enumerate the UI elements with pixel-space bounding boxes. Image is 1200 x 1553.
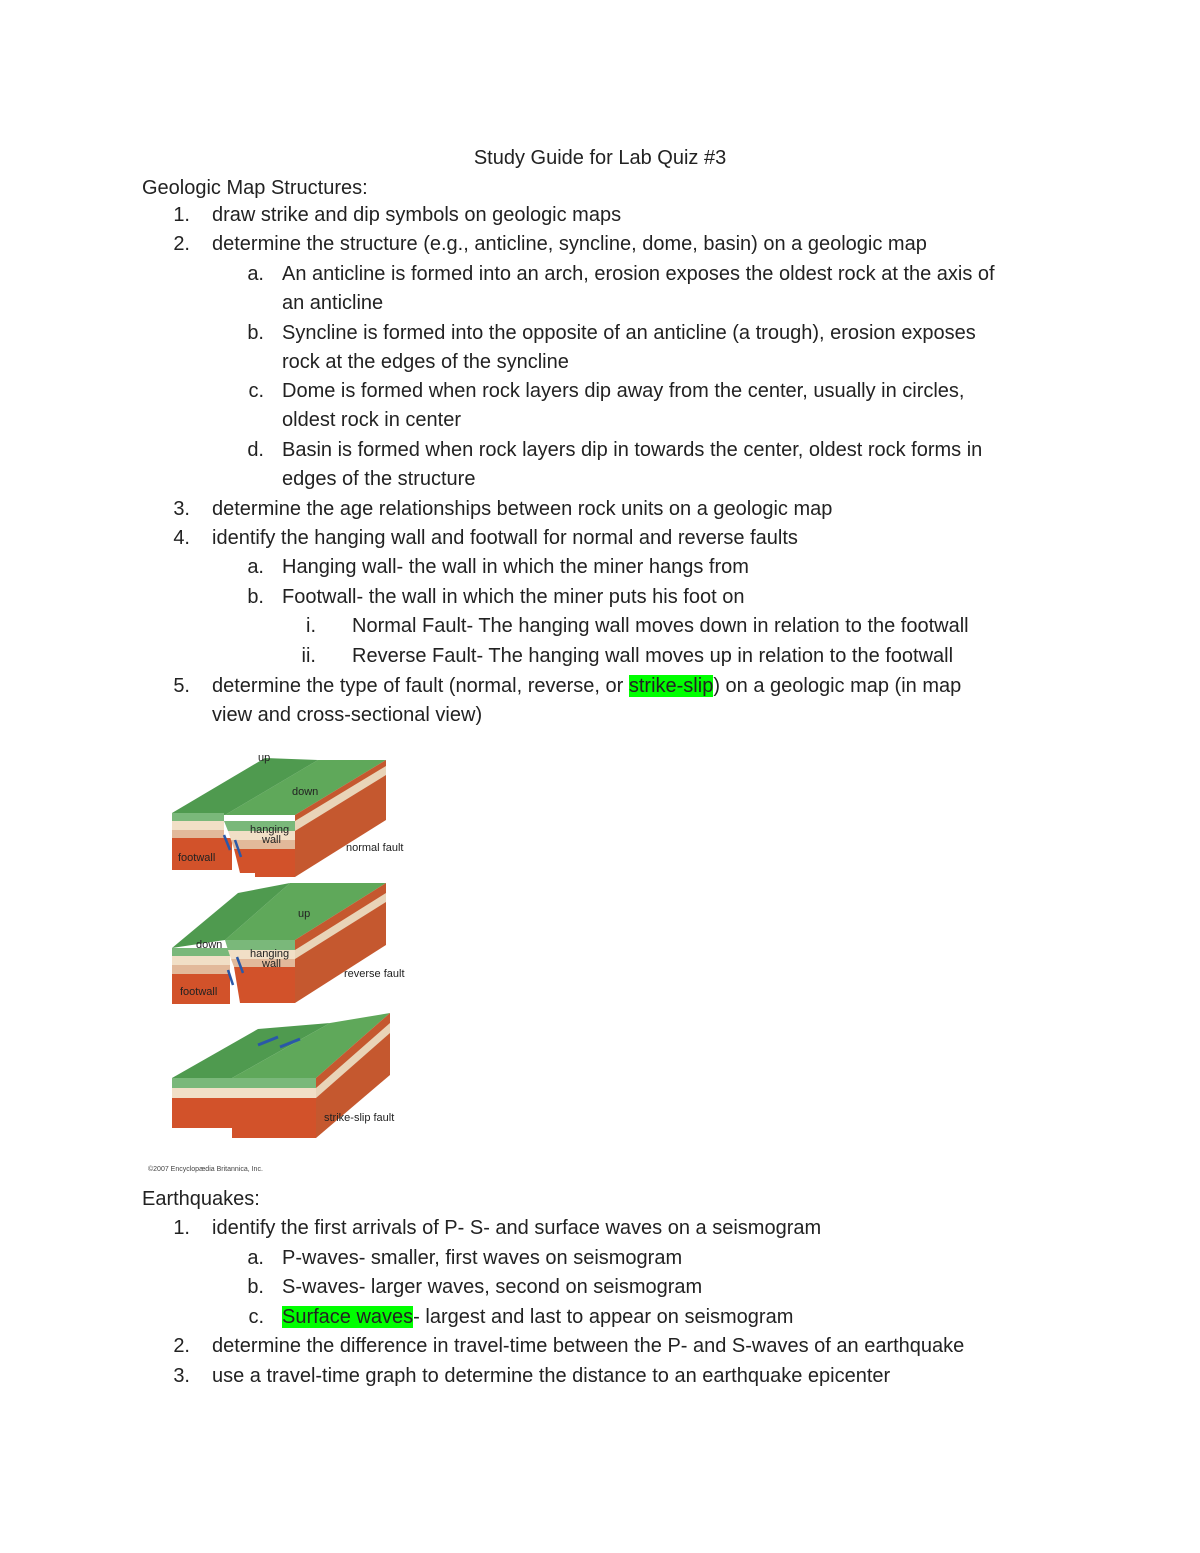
list-item: determine the structure (e.g., anticline, syncline, dome, basin) on a geologic map — [212, 233, 927, 255]
sublist-letter: b. — [247, 1276, 264, 1298]
fault-label: wall — [262, 834, 281, 846]
sublist-letter: b. — [247, 322, 264, 344]
list-item: determine the age relationships between rock units on a geologic map — [212, 498, 833, 520]
sublist-roman: i. — [306, 615, 316, 637]
list-item: Syncline is formed into the opposite of an anticline (a trough), erosion exposes — [282, 322, 976, 344]
list-number: 2. — [173, 233, 190, 255]
figure-credit: ©2007 Encyclopædia Britannica, Inc. — [148, 1166, 263, 1173]
list-item: An anticline is formed into an arch, erosion exposes the oldest rock at the axis of — [282, 263, 995, 285]
fault-label: hanging — [250, 948, 290, 960]
list-item: identify the hanging wall and footwall for normal and reverse faults — [212, 527, 798, 549]
list-number: 1. — [173, 1217, 190, 1239]
fault-label: down — [196, 939, 223, 951]
rock-layer — [172, 830, 224, 838]
list-item: Footwall- the wall in which the miner puts his foot on — [282, 586, 745, 608]
rock-layer — [234, 849, 295, 877]
rock-layer — [232, 1098, 316, 1138]
rock-layer — [172, 821, 224, 830]
list-item: Hanging wall- the wall in which the miner hangs from — [282, 556, 749, 578]
rock-layer — [172, 1078, 232, 1088]
normal-fault-block — [172, 752, 403, 877]
strike-slip-fault-block — [172, 1013, 394, 1138]
sublist-letter: a. — [247, 556, 264, 578]
sublist-letter: c. — [248, 380, 264, 402]
list-item: draw strike and dip symbols on geologic maps — [212, 204, 622, 226]
rock-layer — [172, 813, 224, 821]
section-heading-geologic: Geologic Map Structures: — [142, 177, 368, 199]
list-item: Basin is formed when rock layers dip in towards the center, oldest rock forms in — [282, 439, 983, 461]
text-run: ) on a geologic map (in map — [713, 675, 962, 697]
list-number: 3. — [173, 498, 190, 520]
highlighted-text: strike-slip — [628, 675, 714, 697]
sublist-letter: a. — [247, 1247, 264, 1269]
list-item: S-waves- larger waves, second on seismogram — [282, 1276, 703, 1298]
list-item-continued: an anticline — [282, 292, 384, 314]
rock-layer — [172, 965, 230, 974]
list-item: determine the difference in travel-time between the P- and S-waves of an earthquake — [212, 1335, 965, 1357]
fault-caption: strike-slip fault — [324, 1112, 395, 1124]
fault-label: up — [258, 752, 271, 764]
list-number: 4. — [173, 527, 190, 549]
page-title: Study Guide for Lab Quiz #3 — [473, 147, 727, 169]
fault-label: footwall — [180, 986, 218, 998]
rock-layer — [172, 956, 230, 965]
fault-types-figure — [140, 745, 440, 1175]
text-run: - largest and last to appear on seismogram — [413, 1306, 794, 1328]
sublist-letter: b. — [247, 586, 264, 608]
highlighted-text: Surface waves — [282, 1306, 414, 1328]
list-item: Normal Fault- The hanging wall moves down in relation to the footwall — [352, 615, 969, 637]
text-run: determine the type of fault (normal, reverse, or — [212, 675, 629, 697]
sublist-letter: a. — [247, 263, 264, 285]
list-item-continued: edges of the structure — [282, 468, 476, 490]
list-number: 2. — [173, 1335, 190, 1357]
list-item — [282, 1305, 793, 1329]
section-heading-earthquakes: Earthquakes: — [142, 1188, 260, 1210]
list-item: use a travel-time graph to determine the distance to an earthquake epicenter — [212, 1365, 891, 1387]
rock-layer — [172, 1088, 232, 1098]
fault-label: footwall — [178, 852, 216, 864]
fault-label: wall — [262, 958, 281, 970]
list-number: 1. — [173, 204, 190, 226]
sublist-letter: d. — [247, 439, 264, 461]
list-item — [212, 674, 961, 698]
list-item: Dome is formed when rock layers dip away from the center, usually in circles, — [282, 380, 965, 402]
list-item-continued: oldest rock in center — [282, 409, 461, 431]
fault-label: hanging — [250, 824, 290, 836]
rock-layer — [232, 1078, 316, 1088]
fault-caption: reverse fault — [344, 968, 405, 980]
fault-label: up — [298, 908, 311, 920]
fault-label: down — [292, 786, 319, 798]
list-item: identify the first arrivals of P- S- and surface waves on a seismogram — [212, 1217, 822, 1239]
list-item-continued: rock at the edges of the syncline — [282, 351, 569, 373]
fault-caption: normal fault — [346, 842, 404, 854]
sublist-roman: ii. — [301, 645, 316, 667]
sublist-letter: c. — [248, 1306, 264, 1328]
list-item: P-waves- smaller, first waves on seismogram — [282, 1247, 683, 1269]
list-number: 5. — [173, 675, 190, 697]
list-number: 3. — [173, 1365, 190, 1387]
list-item: Reverse Fault- The hanging wall moves up in relation to the footwall — [352, 645, 954, 667]
list-item-continued: view and cross-sectional view) — [212, 704, 483, 726]
reverse-fault-block — [172, 883, 405, 1004]
rock-layer — [232, 1088, 316, 1098]
rock-layer — [172, 1098, 232, 1128]
